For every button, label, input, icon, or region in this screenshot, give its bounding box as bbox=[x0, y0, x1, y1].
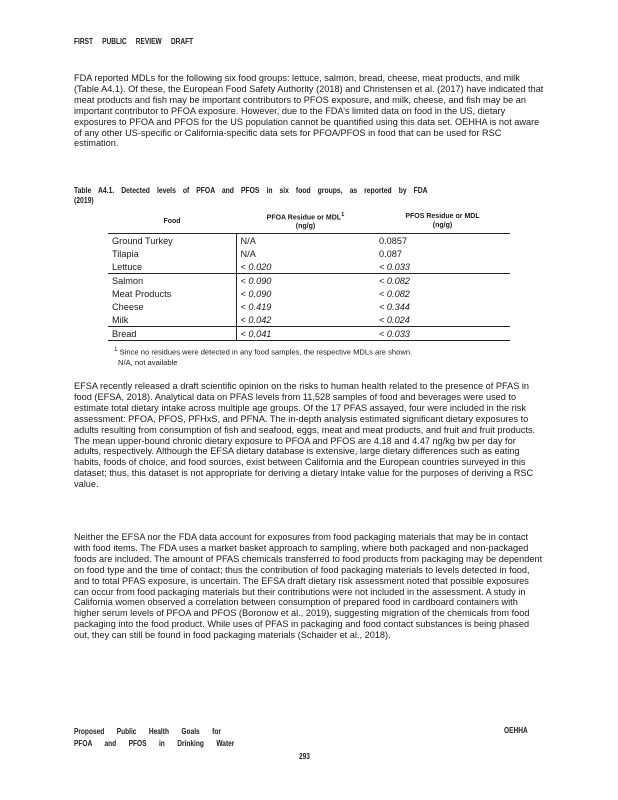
table-row bbox=[108, 300, 510, 313]
table-caption bbox=[74, 186, 465, 206]
cell-pfoa: N/A bbox=[236, 247, 375, 260]
header-food: Food bbox=[108, 210, 236, 234]
table-caption-line1: Table A4.1. Detected levels of PFOA and PFOS in six food groups, as reported by FDA bbox=[74, 186, 428, 195]
cell-pfoa: < 0.042 bbox=[236, 313, 375, 327]
cell-food: Cheese bbox=[112, 301, 144, 312]
cell-pfos: < 0.082 bbox=[379, 275, 410, 286]
cell-pfoa: < 0.419 bbox=[236, 300, 375, 313]
table-footnotes bbox=[114, 345, 412, 369]
footer-document-title: Proposed Public Health Goals for PFOA and PFOS in Drinking Water bbox=[74, 727, 235, 748]
table-row bbox=[108, 313, 510, 327]
cell-pfos: < 0.024 bbox=[375, 313, 510, 327]
table-row bbox=[108, 274, 510, 288]
cell-pfos: < 0.033 bbox=[375, 327, 510, 341]
cell-pfoa: < 0.090 bbox=[236, 274, 375, 288]
footnote-mdl: $^1$ Since no residues were detected in any food samples, the respective MDLs are shown. bbox=[114, 346, 413, 357]
cell-pfos: < 0.033 bbox=[375, 260, 510, 274]
table-row bbox=[108, 247, 510, 260]
pfas-food-table bbox=[108, 210, 510, 341]
header-pfoa: PFOA Residue or MDL$^1$ (ng/g) bbox=[236, 210, 375, 234]
cell-pfos: 0.0857 bbox=[379, 235, 408, 246]
footnote-na: N/A, not available bbox=[118, 358, 178, 368]
cell-pfoa: < 0.020 bbox=[236, 260, 375, 274]
draft-header: FIRST PUBLIC REVIEW DRAFT bbox=[74, 37, 194, 46]
paragraph-efsa: EFSA recently released a draft scientific opinion on the risks to human health related to the presence of PFAS in food (EFSA, 2018). Analytical data on PFAS levels from 11,528 samples of food and beverages were used to estimate total dietary intake across multiple age groups. Of the 17 PFAS assayed, four were included in the risk assessment: PFOA, PFOS, PFHxS, and PFNA. The in-depth analysis estimated significant dietary exposures to adults resulting from consumption of fish and seafood, eggs, meat and meat products, and fruit and fruit products. The mean upper-bound chronic dietary exposure to PFOA and PFOS are 4.18 and 4.47 ng/kg bw per day for adults, respectively. Although the EFSA dietary database is extensive, large dietary differences such as eating habits, foods of choice, and food sources, exist between California and the European countries surveyed in this dataset; thus, this dataset is not appropriate for deriving a dietary intake value for the purposes of deriving a RSC value. bbox=[74, 381, 536, 490]
cell-pfoa: < 0.041 bbox=[236, 327, 375, 341]
table-row bbox=[108, 260, 510, 274]
cell-pfos: 0.087 bbox=[379, 248, 402, 259]
cell-food: Meat Products bbox=[112, 288, 172, 299]
paragraph-food-packaging: Neither the EFSA nor the FDA data account for exposures from food packaging materials that may be in contact with food items. The FDA uses a market basket approach to sampling, where both packaged and non-packaged foods are included. The amount of PFAS chemicals transferred to food products from packaging may be dependent on food type and the time of contact; thus the contribution of food packaging materials to levels detected in food, and to total PFAS exposure, is uncertain. The EFSA draft dietary risk assessment noted that possible exposures can occur from food packaging materials but their contributions were not included in the assessment. A study in California women observed a correlation between consumption of prepared food in cardboard containers with higher serum levels of PFOA and PFOS (Boronow et al., 2019), suggesting migration of the chemicals from food packaging into the food product. While uses of PFAS in packaging and food contact substances is being phased out, they can still be found in food packaging materials (Schaider et al., 2018). bbox=[74, 532, 543, 641]
header-pfos: PFOS Residue or MDL (ng/g) bbox=[375, 210, 510, 234]
page-number: 293 bbox=[299, 752, 310, 761]
paragraph-fda-mdls: FDA reported MDLs for the following six food groups: lettuce, salmon, bread, cheese, meat products, and milk (Table A4.1). Of these, the European Food Safety Authority (2018) and Christensen et al. (2017) have indicated that meat products and fish may be important contributors to PFOS exposure, and milk, cheese, and fish may be an important contributor to PFOA exposure. However, due to the FDA’s limited data on food in the US, dietary exposures to PFOA and PFOS for the US population cannot be quantified using this data set. OEHHA is not aware of any other US-specific or California-specific data sets for PFOA/PFOS in food that can be used for RSC estimation. bbox=[74, 73, 544, 149]
cell-food: Milk bbox=[108, 313, 236, 327]
footnote-marker: 1 bbox=[341, 212, 345, 218]
table-caption-line2: (2019) bbox=[74, 196, 94, 205]
cell-food: Bread bbox=[108, 327, 236, 341]
cell-pfos: < 0.082 bbox=[379, 288, 410, 299]
table-row bbox=[108, 234, 510, 248]
cell-food: Lettuce bbox=[108, 260, 236, 274]
table-row bbox=[108, 327, 510, 341]
cell-pfoa: < 0.090 bbox=[236, 287, 375, 300]
cell-food: Tilapia bbox=[112, 248, 139, 259]
cell-pfoa: N/A bbox=[236, 234, 375, 248]
footer-agency: OEHHA bbox=[504, 726, 528, 735]
table-row bbox=[108, 287, 510, 300]
table-header-row bbox=[108, 210, 510, 234]
cell-food: Ground Turkey bbox=[112, 235, 173, 246]
cell-pfos: < 0.344 bbox=[379, 301, 410, 312]
cell-food: Salmon bbox=[112, 275, 144, 286]
